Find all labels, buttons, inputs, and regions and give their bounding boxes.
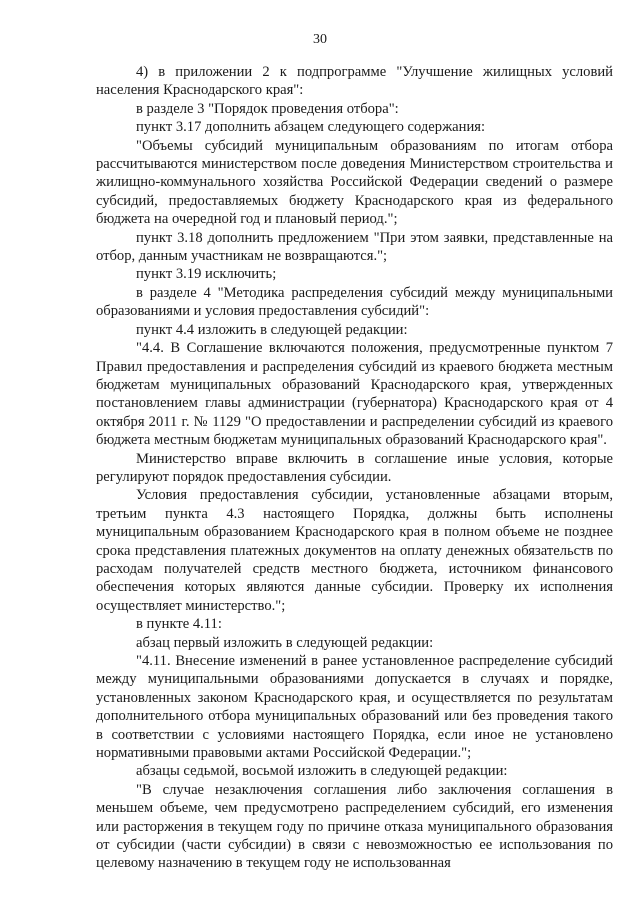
paragraph: Министерство вправе включить в соглашение иные условия, которые регулируют порядок предоставления субсидии. — [96, 450, 613, 485]
paragraph: пункт 3.17 дополнить абзацем следующего содержания: — [136, 119, 486, 136]
paragraph: в разделе 3 "Порядок проведения отбора": — [136, 100, 399, 117]
paragraph: 4) в приложении 2 к подпрограмме "Улучшение жилищных условий населения Краснодарского края": — [96, 64, 613, 99]
paragraph: пункт 3.19 исключить; — [136, 266, 277, 283]
paragraph: "4.11. Внесение изменений в ранее установленное распределение субсидий между муниципальными образованиями допускается в случаях и порядке, установленных законом Краснодарского края, и осуществляется по результатам дополнительного отбора муниципальных образований или без проведения такого в соответствии с условиями настоящего Порядка, если иное не установлено нормативными правовыми актами Российской Федерации."; — [96, 653, 613, 762]
paragraph: в пункте 4.11: — [136, 616, 222, 633]
paragraph: абзац первый изложить в следующей редакции: — [136, 634, 434, 651]
paragraph: в разделе 4 "Методика распределения субсидий между муниципальными образованиями и условия предоставления субсидий": — [96, 284, 613, 320]
paragraph: Условия предоставления субсидии, установленные абзацами вторым, третьим пункта 4.3 настоящего Порядка, должны быть исполнены муниципальным образованием Краснодарского края в полном объеме не позднее срока представления платежных документов на оплату денежных обязательств по расходам получателей средств местного бюджета, источником финансового обеспечения которых являются данные субсидии. Проверку их исполнения осуществляет министерство."; — [96, 487, 613, 614]
paragraph: "Объемы субсидий муниципальным образованиям по итогам отбора рассчитываются министерством после доведения Министерством строительства и жилищно-коммунального хозяйства Российской Федерации сведений о размере субсидий, предоставляемых бюджету Краснодарского края из федерального бюджета на очередной год и плановый период."; — [96, 137, 613, 228]
page-number: 30 — [313, 32, 327, 47]
paragraph: "В случае незаключения соглашения либо заключения соглашения в меньшем объеме, чем предусмотрено распределением субсидий, его изменения или расторжения в текущем году по причине отказа муниципального образования от субсидии (части субсидии) в связи с невозможностью ее использования по целевому назначению в текущем году не использованная — [96, 781, 613, 872]
document-body — [96, 63, 613, 873]
paragraph: абзацы седьмой, восьмой изложить в следующей редакции: — [136, 763, 508, 780]
paragraph: "4.4. В Соглашение включаются положения, предусмотренные пунктом 7 Правил предоставления и распределения субсидий из краевого бюджета местным бюджетам муниципальных образований Краснодарского края, утвержденных постановлением главы администрации (губернатора) Краснодарского края от 4 октября 2011 г. № 1129 "О предоставлении и распределении субсидий из краевого бюджета местным бюджетам муниципальных образований Краснодарского края". — [96, 340, 613, 449]
paragraph: пункт 4.4 изложить в следующей редакции: — [136, 321, 408, 338]
paragraph: пункт 3.18 дополнить предложением "При этом заявки, представленные на отбор, данным участникам не возвращаются."; — [96, 229, 613, 265]
